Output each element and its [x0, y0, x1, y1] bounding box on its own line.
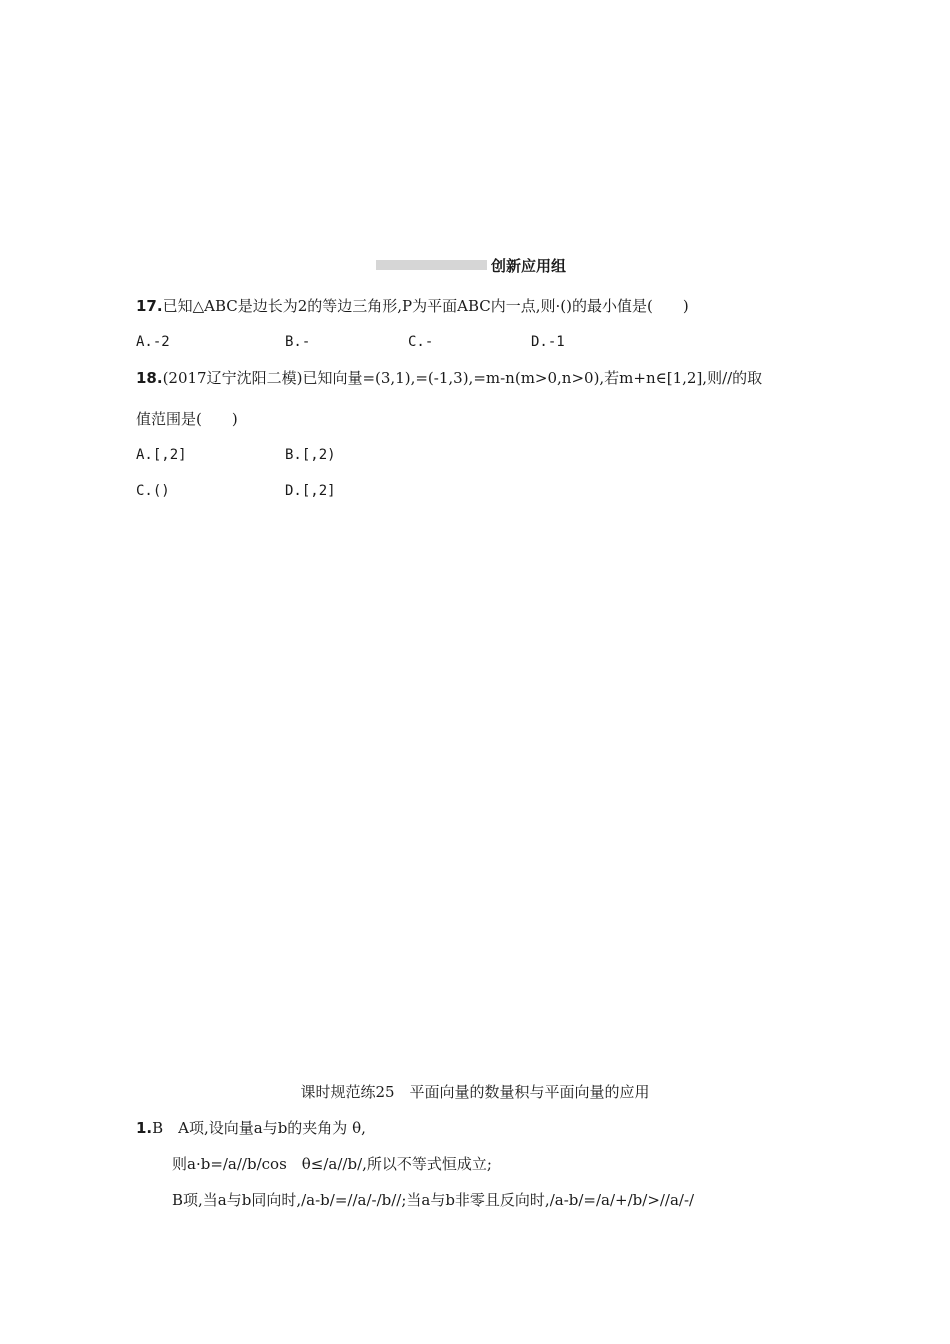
question-17	[136, 296, 689, 316]
q18-option-b: B.[,2)	[285, 447, 336, 463]
q17-option-d: D.-1	[531, 334, 565, 350]
answer-1-line-3: B项,当a与b同向时,/a-b/=//a/-/b//;当a与b非零且反向时,/a-b/=/a/+/b/>//a/-/	[172, 1191, 695, 1209]
q17-option-a: A.-2	[136, 334, 170, 350]
answer-text: B A项,设向量a与b的夹角为 θ,	[152, 1119, 366, 1137]
question-number: 17.	[136, 297, 163, 315]
answers-title: 课时规范练25 平面向量的数量积与平面向量的应用	[300, 1083, 650, 1101]
q18-option-d: D.[,2]	[285, 483, 336, 499]
answer-number: 1.	[136, 1119, 153, 1137]
answer-1-line-2: 则a·b=/a//b/cos θ≤/a//b/,所以不等式恒成立;	[172, 1155, 492, 1173]
q17-option-c: C.-	[408, 334, 434, 350]
question-text-line-1: (2017辽宁沈阳二模)已知向量=(3,1),=(-1,3),=m-n(m>0,n>0),若m+n∈[1,2],则//的取	[162, 369, 763, 387]
q17-option-b: B.-	[285, 334, 311, 350]
question-text: 已知△ABC是边长为2的等边三角形,P为平面ABC内一点,则·()的最小值是( )	[162, 297, 689, 315]
section-title: 创新应用组	[491, 257, 567, 275]
answer-1-line-1	[136, 1118, 366, 1138]
question-18	[136, 368, 762, 388]
section-header-bar	[376, 260, 487, 270]
q18-option-c: C.()	[136, 483, 170, 499]
q18-option-a: A.[,2]	[136, 447, 187, 463]
question-number: 18.	[136, 369, 163, 387]
question-text-line-2: 值范围是( )	[136, 410, 238, 428]
